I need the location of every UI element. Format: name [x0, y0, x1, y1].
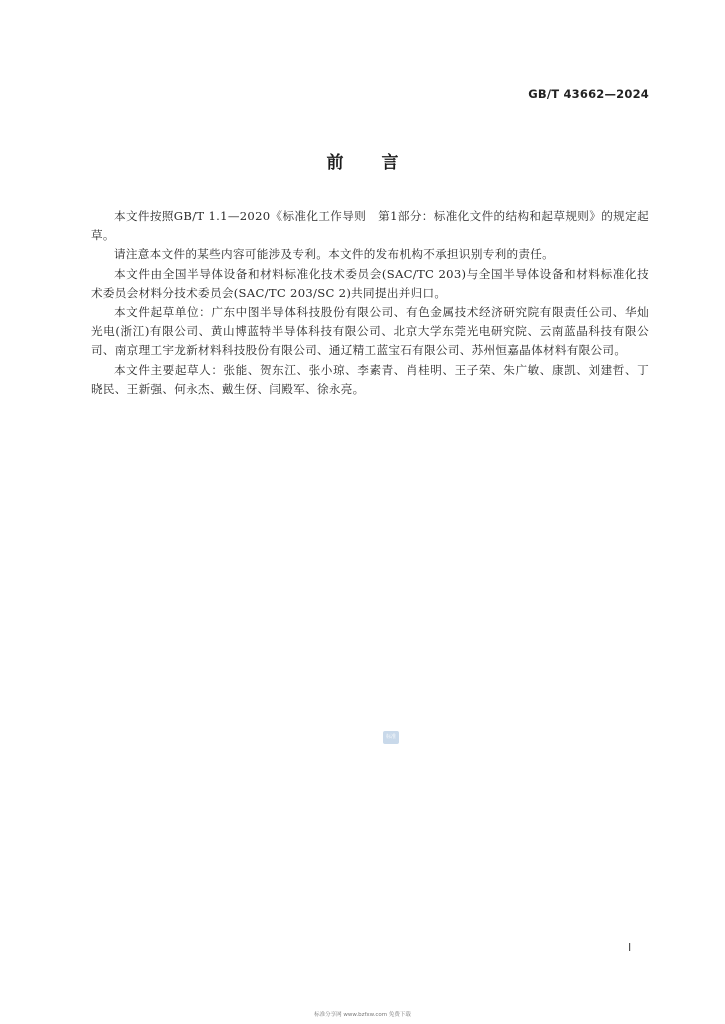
watermark-label: 标准 [385, 734, 396, 740]
paragraph-proposer: 本文件由全国半导体设备和材料标准化技术委员会(SAC/TC 203)与全国半导体设备和材料标准化技术委员会材料分技术委员会(SAC/TC 203/SC 2)共同提出并归口。 [91, 266, 649, 300]
page-title [0, 148, 725, 173]
title-part-1: 前 [326, 153, 344, 173]
paragraph-patent-notice: 请注意本文件的某些内容可能涉及专利。本文件的发布机构不承担识别专利的责任。 [114, 247, 555, 262]
paragraph-drafters: 本文件主要起草人：张能、贺东江、张小琼、李素青、肖桂明、王子荣、朱广敏、康凯、刘建哲、丁晓民、王新强、何永杰、戴生伢、闫殿军、徐永亮。 [91, 362, 649, 396]
page-number: I [628, 941, 632, 954]
footer-source: 标准分享网 www.bzfxw.com 免费下载 [314, 1012, 411, 1018]
watermark-logo [383, 731, 399, 744]
standard-code: GB/T 43662—2024 [528, 87, 649, 101]
paragraph-drafting-rules: 本文件按照GB/T 1.1—2020《标准化工作导则 第1部分：标准化文件的结构和起草规则》的规定起草。 [91, 209, 649, 243]
foreword-body [91, 207, 649, 399]
paragraph-drafting-units: 本文件起草单位：广东中图半导体科技股份有限公司、有色金属技术经济研究院有限责任公司、华灿光电(浙江)有限公司、黄山博蓝特半导体科技有限公司、北京大学东莞光电研究院、云南蓝晶科技有限公司、南京理工宇龙新材料科技股份有限公司、通辽精工蓝宝石有限公司、苏州恒嘉晶体材料有限公司。 [91, 305, 649, 358]
title-part-2: 言 [381, 153, 399, 173]
